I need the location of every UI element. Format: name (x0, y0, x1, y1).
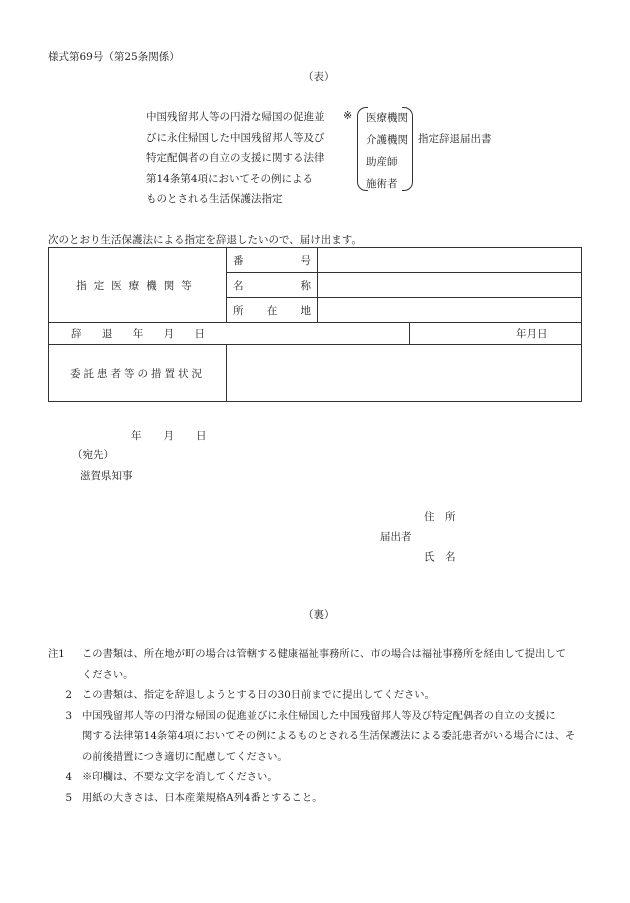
label-char: 所 (233, 304, 244, 317)
label-char: 退 (101, 328, 113, 340)
notes-list (48, 644, 588, 808)
form-table (48, 247, 582, 402)
institution-header: 指定医療機関等 (76, 279, 199, 292)
note-number: 3 (65, 709, 72, 722)
title-line: ものとされる生活保護法指定 (146, 193, 283, 205)
note-item (48, 706, 588, 768)
option-medical[interactable]: 医療機関 (366, 112, 408, 124)
date-unit: 年 (516, 328, 527, 340)
note-number: 2 (65, 689, 72, 701)
date-line[interactable] (131, 428, 207, 443)
resign-date-label-cell (49, 323, 410, 345)
name-input[interactable] (318, 273, 582, 298)
addressee-label: （宛先） (72, 449, 114, 461)
number-label-cell (227, 248, 318, 273)
date-month: 月 (163, 430, 174, 442)
resign-date-input[interactable] (410, 323, 582, 345)
label-char: 号 (300, 254, 311, 267)
address-label-cell (227, 298, 318, 323)
title-line: 特定配偶者の自立の支援に関する法律 (146, 152, 325, 164)
document-title (146, 107, 325, 210)
note-line: の前後措置につき適切に配慮してください。 (82, 750, 288, 763)
patients-input[interactable] (227, 345, 582, 402)
note-line: この書類は、所在地が町の場合は管轄する健康福祉事務所に、市の場合は福祉事務所を経由して提出して (82, 648, 566, 660)
right-bracket (402, 107, 413, 191)
label-char: 日 (194, 328, 205, 340)
front-label: （表） (303, 71, 335, 83)
title-line: 中国残留邦人等の円滑な帰国の促進並 (146, 111, 325, 123)
form-number: 様式第69号（第25条関係） (48, 51, 180, 63)
note-item (48, 767, 588, 788)
patients-label: 委託患者等の措置状況 (70, 367, 205, 380)
note-line: この書類は、指定を辞退しようとする日の30日前までに提出してください。 (82, 689, 435, 701)
applicant-address-label: 住 所 (424, 511, 456, 523)
note-item (48, 788, 588, 809)
applicant-name-label: 氏 名 (424, 551, 456, 563)
note-line: ください。 (82, 668, 134, 681)
label-char: 番 (233, 254, 244, 267)
applicant-label: 届出者 (380, 531, 412, 543)
option-care[interactable]: 介護機関 (366, 134, 408, 146)
back-label: （裏） (303, 609, 335, 621)
label-char: 称 (300, 279, 311, 292)
patients-label-cell (49, 345, 227, 402)
date-unit: 日 (537, 328, 548, 340)
note-number: 注1 (48, 648, 65, 660)
note-line: 関する法律第14条第4項においてその例によるものとされる生活保護法による委託患者がいる場合には、そ (82, 730, 576, 742)
date-year: 年 (131, 430, 142, 442)
title-line: びに永住帰国した中国残留邦人等及び (146, 131, 325, 144)
label-char: 辞 (71, 328, 82, 340)
asterisk-mark: ※ (343, 109, 353, 122)
number-input[interactable] (318, 248, 582, 273)
label-char: 在 (266, 304, 278, 317)
label-char: 地 (300, 304, 311, 317)
note-number: 4 (65, 771, 72, 783)
institution-header-cell (49, 248, 227, 323)
option-midwife[interactable]: 助産師 (366, 156, 398, 168)
address-input[interactable] (318, 298, 582, 323)
title-line: 第14条第4項においてその例による (146, 172, 314, 185)
note-number: 5 (65, 791, 72, 804)
note-line: 用紙の大きさは、日本産業規格A列4番とすること。 (82, 791, 323, 804)
label-char: 月 (163, 328, 175, 340)
date-unit: 月 (526, 328, 537, 340)
option-practitioner[interactable]: 施術者 (366, 178, 398, 190)
addressee: 滋賀県知事 (80, 470, 133, 482)
note-item (48, 685, 588, 706)
note-item (48, 644, 588, 685)
note-line: 中国残留邦人等の円滑な帰国の促進並びに永住帰国した中国残留邦人等及び特定配偶者の自立の支援に (82, 709, 556, 722)
form-type: 指定辞退届出書 (418, 133, 492, 145)
intro-text: 次のとおり生活保護法による指定を辞退したいので、届け出ます。 (48, 234, 362, 246)
note-line: ※印欄は、不要な文字を消してください。 (82, 771, 278, 783)
name-label-cell (227, 273, 318, 298)
label-char: 名 (233, 279, 244, 292)
date-day: 日 (196, 430, 207, 442)
label-char: 年 (132, 328, 144, 340)
